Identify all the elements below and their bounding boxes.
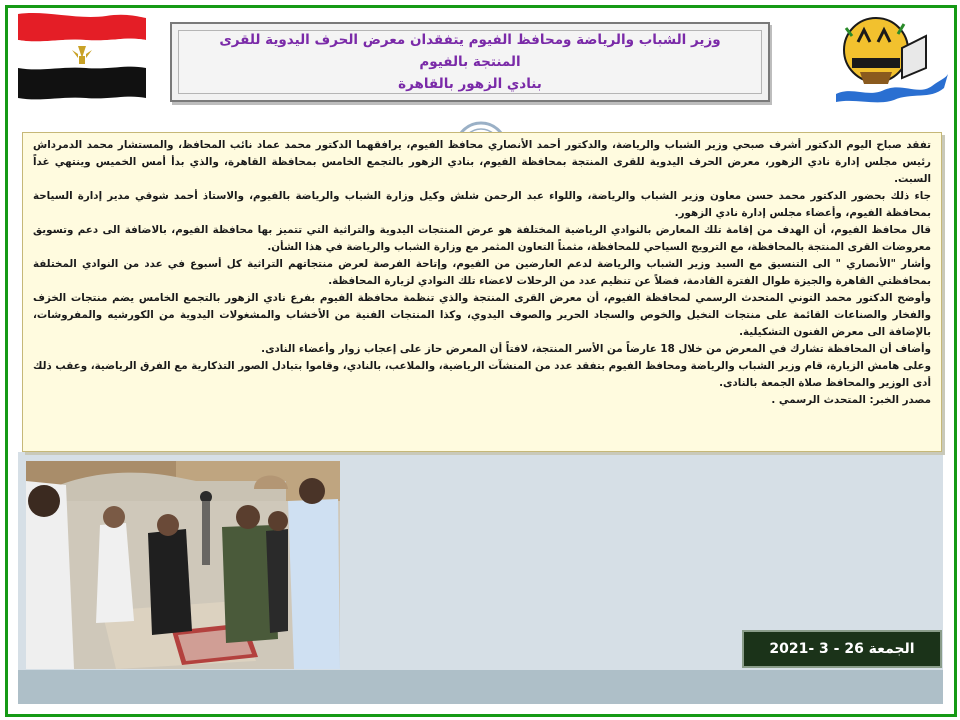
article-paragraph: وعلى هامش الزيارة، قام وزير الشباب والرياضة ومحافظ الفيوم بتفقد عدد من المنشآت الرياضية، والملاعب، بالنادي، وقاموا بتبادل الصور التذكارية مع الفرق الرياضية، وعقب ذلك أدى الوزير والمحافظ صلاة الجمعة بالنادى. <box>33 360 931 389</box>
article-paragraph: وأشار "الأنصاري " الى التنسيق مع السيد وزير الشباب والرياضة لدعم العارضين من الفيوم، وإتاحة الفرصة لعرض منتجاتهم التراثية كل أسبوع في عدد من النوادي المختلفة بمحافظتي القاهرة والجيزة طوال الفترة القادمة، فضلاً عن تنظيم عدد من الرحلات لاعضاء تلك النوادي لزيارة المحافظة. <box>33 258 931 287</box>
article-source: مصدر الخبر: المتحدث الرسمي . <box>771 394 931 406</box>
date-label: الجمعة 26 - 3 -2021 <box>769 641 915 657</box>
article-paragraph: جاء ذلك بحضور الدكتور محمد حسن معاون وزير الشباب والرياضة، واللواء عبد الرحمن شلش وكيل وزارة الشباب والرياضة بالفيوم، والاستاذ أحمد شوقي مدير إدارة السياحة بمحافظة الفيوم، وأعضاء مجلس إدارة نادي الزهور. <box>33 190 931 219</box>
egypt-flag-icon <box>16 10 148 102</box>
date-badge <box>742 630 942 668</box>
title-box <box>170 22 770 102</box>
article-paragraph: تفقد صباح اليوم الدكتور أشرف صبحي وزير الشباب والرياضة، والدكتور أحمد الأنصاري محافظ الفيوم، يرافقهما الدكتور محمد عماد نائب المحافظ، والمستشار محمد الدمرداش رئيس مجلس إدارة نادي الزهور، معرض الحرف اليدوية للقرى المنتجة بمحافظة الفيوم، بنادي الزهور بالتجمع الخامس بمحافظة القاهرة، والذي بدأ أمس الخميس وينتهي غداً السبت. <box>33 139 931 185</box>
fayoum-governorate-logo-icon <box>832 8 950 106</box>
title-line-2: بنادي الزهور بالقاهرة <box>398 76 542 92</box>
article-box <box>22 132 942 452</box>
article-body <box>33 137 931 409</box>
title-line-1: وزير الشباب والرياضة ومحافظ الفيوم يتفقدان معرض الحرف اليدوية للقرى المنتجة بالفيوم <box>219 32 721 70</box>
article-paragraph: وأضاف أن المحافظة تشارك في المعرض من خلال 18 عارضاً من الأسر المنتجة، لافتاً أن المعرض حاز على إعجاب زوار وأعضاء النادى. <box>261 343 931 355</box>
article-paragraph: قال محافظ الفيوم، أن الهدف من إقامة تلك المعارض بالنوادي الرياضية المختلفة هو عرض المنتجات اليدوية والتراثية التي تتميز بها محافظة الفيوم، بالاضافة الى دعم وتسويق معروضات القرى المنتجة بالمحافظة، مع الترويج السياحي للمحافظة، مثمناً التعاون المثمر مع وزارة الشباب والرياضة في هذا الشأن. <box>33 224 931 253</box>
bottom-strip <box>18 670 943 704</box>
article-paragraph: وأوضح الدكتور محمد التوني المتحدث الرسمي لمحافظة الفيوم، أن معرض القرى المنتجة والذي تنظمة محافظة الفيوم بفرع نادي الزهور بالتجمع الخامس يضم منتجات الخزف والفخار والصناعات القائمة على منتجات النخيل والخوص والسجاد الحرير والصوف اليدوي، وكذا المنتجات الفنية من الأخشاب والمشغولات اليدوية من الكورشيه والمفروشات، بالإضافة الى معرض الفنون التشكيلية. <box>33 292 931 338</box>
title-inner <box>178 30 762 94</box>
visit-photo <box>26 461 340 669</box>
page-title <box>179 29 761 95</box>
